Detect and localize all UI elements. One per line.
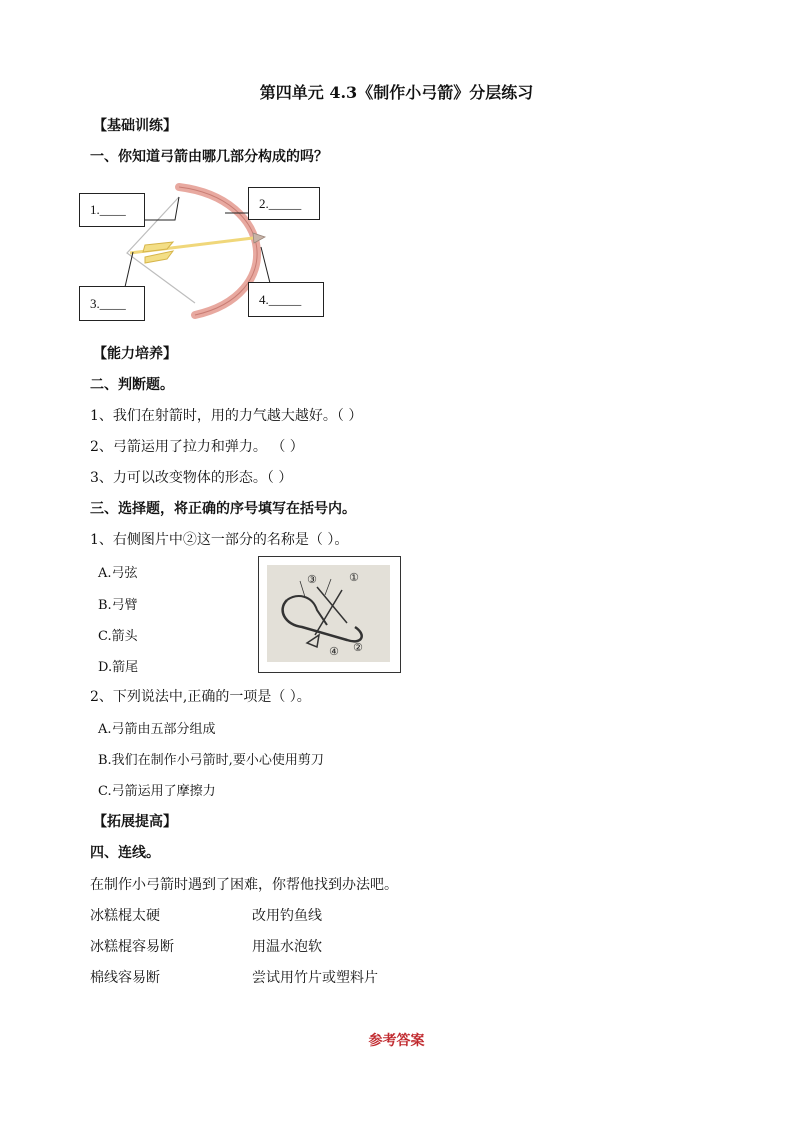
q2-item-3: 3、力可以改变物体的形态。（ ） [90,470,293,486]
section-ability: 【能力培养】 [93,346,177,362]
answer-link[interactable]: 参考答案 [368,1033,425,1049]
section-basic: 【基础训练】 [93,118,177,134]
page-title: 第四单元 4.3《制作小弓箭》分层练习 [259,83,534,102]
label-2: 2._____ [259,195,302,211]
photo-label-1: ① [349,571,359,584]
q3-option-a: A.弓弦 [98,566,138,581]
q4-right-1: 改用钓鱼线 [252,908,322,924]
label-box-4 [248,282,324,317]
q4-right-3: 尝试用竹片或塑料片 [252,970,378,986]
q3-option-b: B.弓臂 [98,598,138,613]
q4-intro: 在制作小弓箭时遇到了困难，你帮他找到办法吧。 [90,877,398,893]
photo-label-3: ③ [307,573,317,586]
label-4: 4._____ [259,291,302,307]
q3-question-2: 2、下列说法中,正确的一项是（ ）。 [90,689,311,705]
q3-option-c: C.箭头 [98,629,138,644]
label-box-1 [79,193,145,227]
q4-right-2: 用温水泡软 [252,939,322,955]
q3-heading: 三、选择题，将正确的序号填写在括号内。 [90,501,356,517]
label-3: 3.____ [90,295,126,311]
label-box-2 [248,187,320,220]
bow-limb [179,187,257,315]
bow-photo [267,565,390,662]
pointer-3 [125,252,133,287]
bow-photo-frame [258,556,401,673]
q4-left-2: 冰糕棍容易断 [90,939,174,955]
q3-question-1: 1、右侧图片中②这一部分的名称是（ ）。 [90,532,349,548]
pointer-4 [261,247,271,287]
q4-heading: 四、连线。 [90,845,160,861]
label-box-3 [79,286,145,321]
photo-label-2: ② [353,641,363,654]
pointer-1 [145,197,179,220]
q3-q2-option-a: A.弓箭由五部分组成 [98,722,216,737]
q4-left-3: 棉线容易断 [90,970,160,986]
q2-item-2: 2、弓箭运用了拉力和弹力。 （ ） [90,439,304,455]
photo-label-4: ④ [329,645,339,658]
label-1: 1.____ [90,202,126,217]
q4-left-1: 冰糕棍太硬 [90,908,160,924]
q2-item-1: 1、我们在射箭时，用的力气越大越好。（ ） [90,408,363,424]
arrow-feathers [143,242,173,263]
q3-q2-option-c: C.弓箭运用了摩擦力 [98,784,216,799]
q3-option-d: D.箭尾 [98,660,139,675]
q2-heading: 二、判断题。 [90,377,174,393]
section-extend: 【拓展提高】 [93,814,177,830]
q3-q2-option-b: B.我们在制作小弓箭时,要小心使用剪刀 [98,753,324,768]
q1-heading: 一、你知道弓箭由哪几部分构成的吗？ [90,149,328,165]
